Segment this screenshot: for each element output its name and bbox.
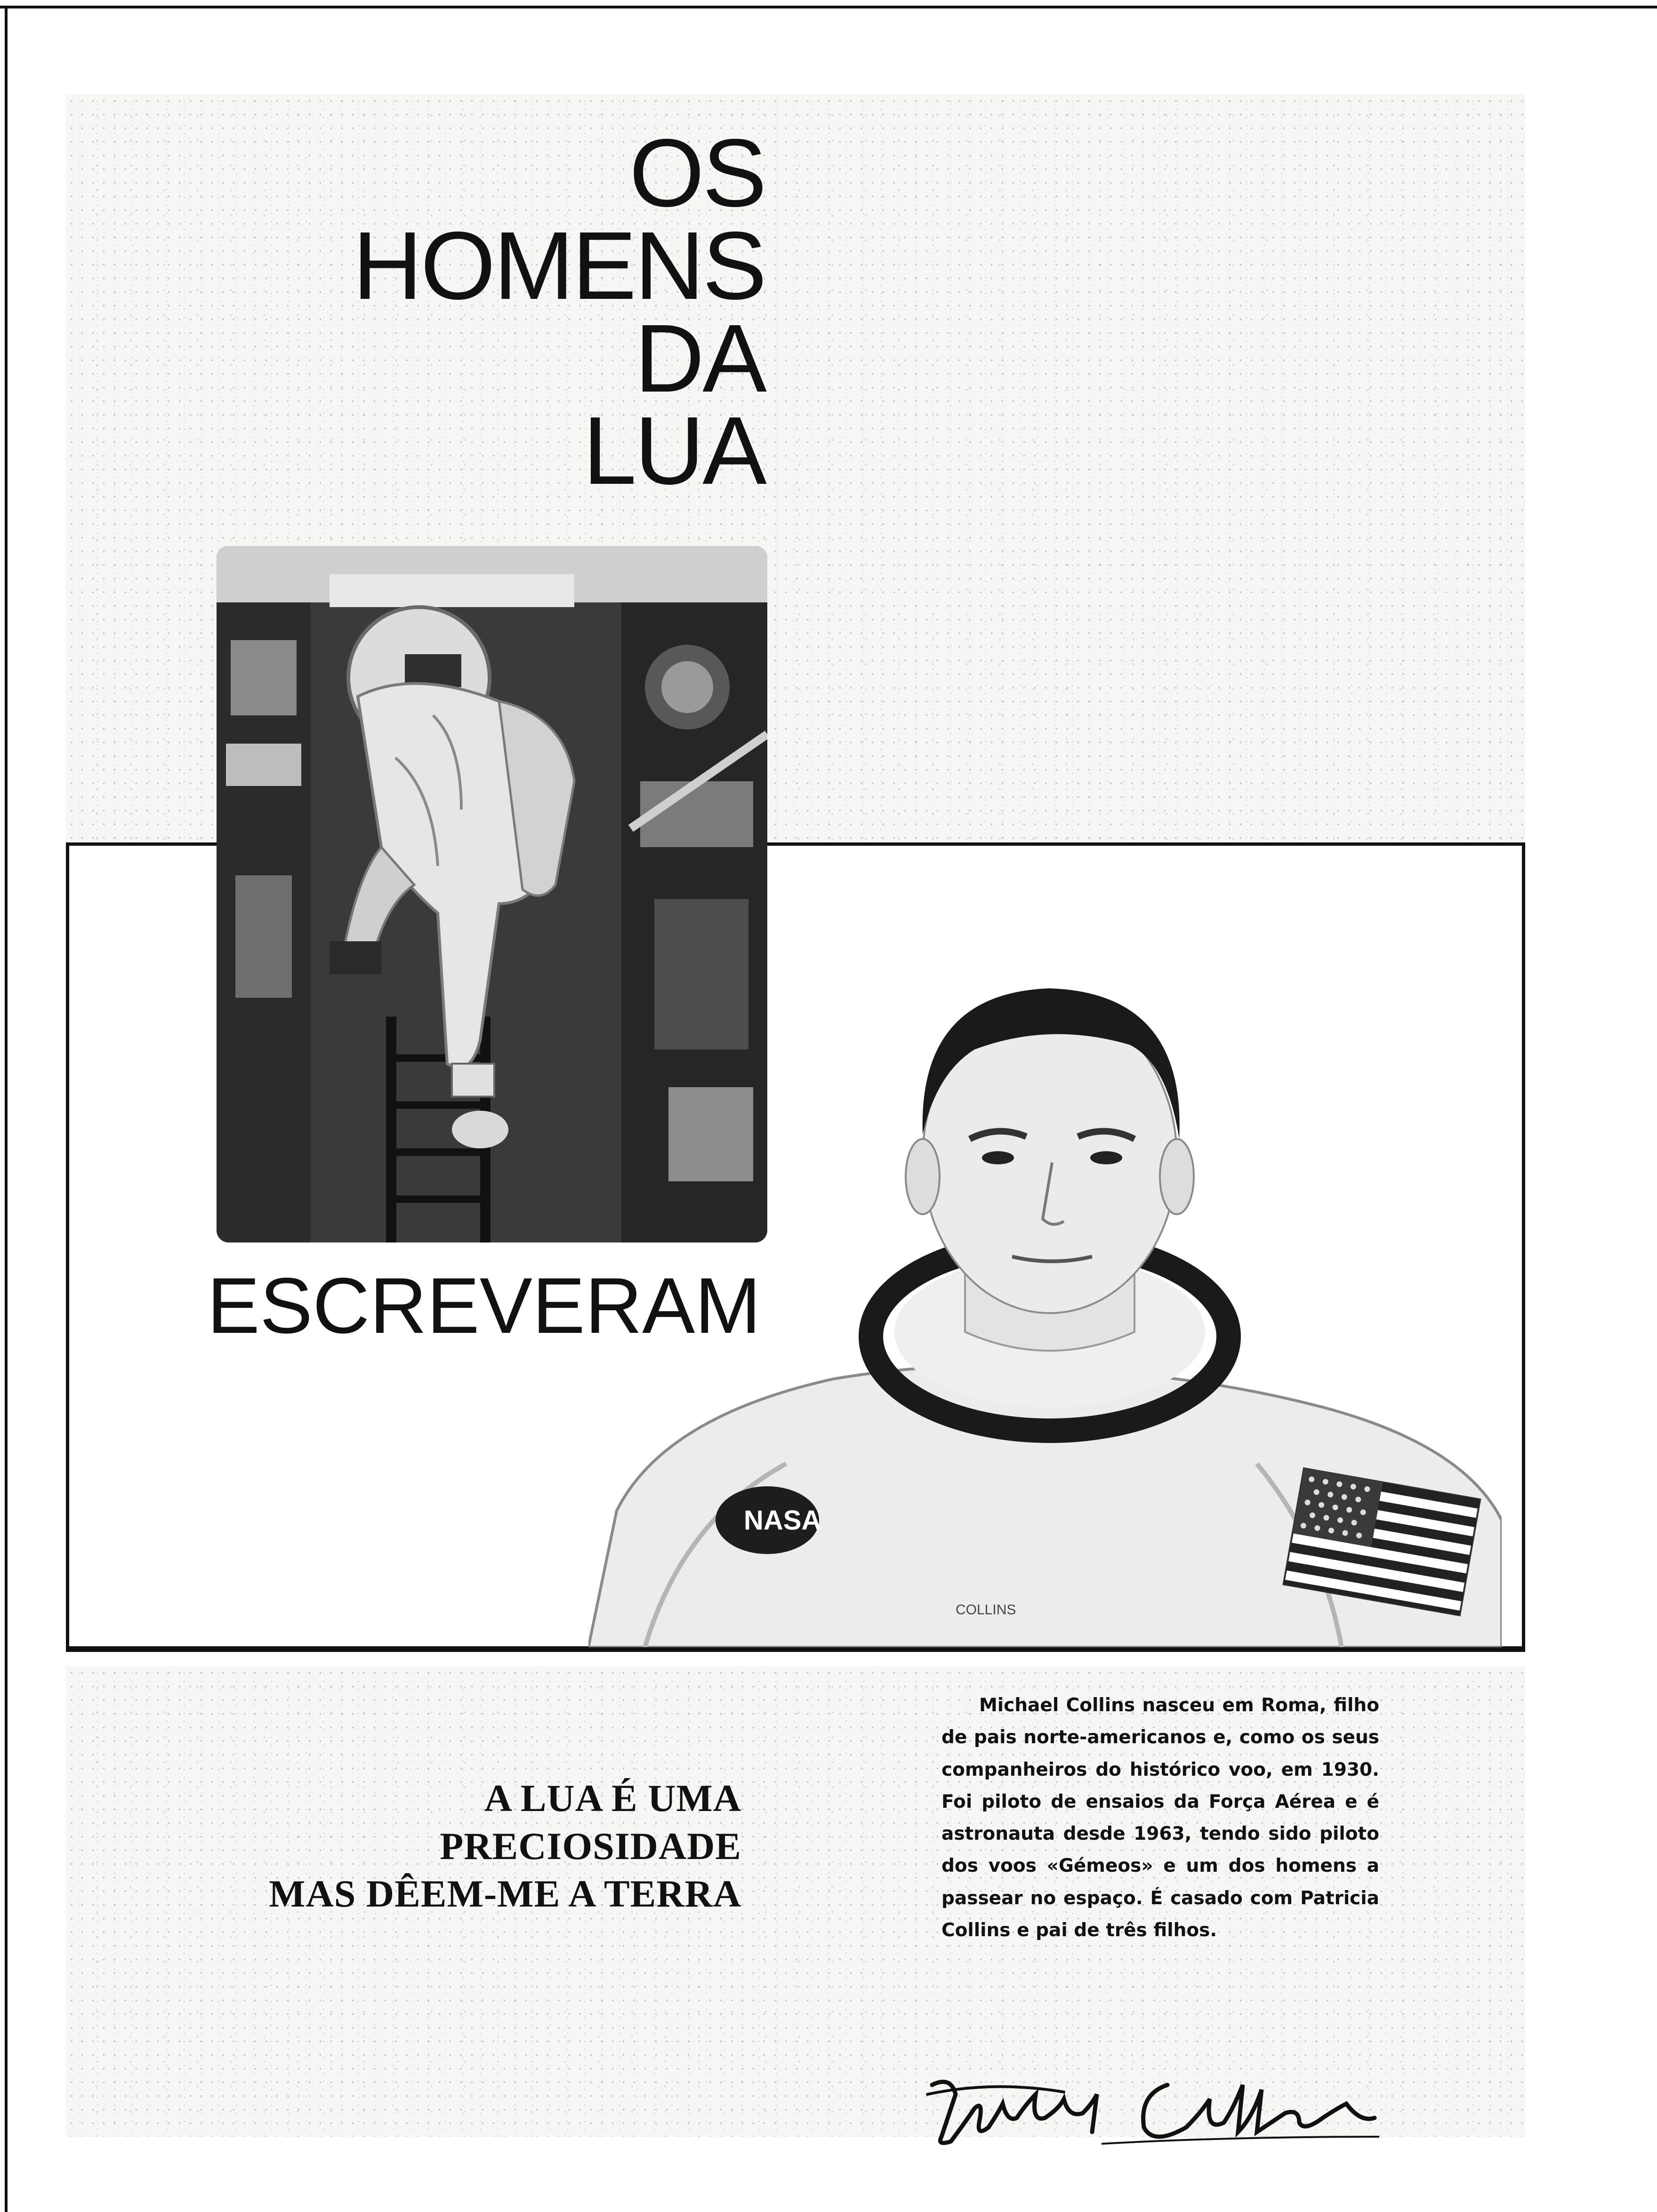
subheadline-line-2: PRECIOSIDADE <box>440 1824 741 1867</box>
handwritten-signature-icon <box>923 2066 1384 2151</box>
headline-line-2: HOMENS <box>353 211 765 320</box>
scan-border-left <box>5 6 8 2212</box>
astronaut-in-spacecraft-photo <box>217 546 767 1242</box>
headline-line-4: LUA <box>583 397 765 505</box>
subheadline-line-3: MAS DÊEM-ME A TERRA <box>269 1872 741 1915</box>
biography-text <box>941 1690 1379 1947</box>
subheadline <box>129 1774 741 1918</box>
name-tag-text: COLLINS <box>956 1602 1016 1618</box>
scan-border-top <box>0 6 1657 8</box>
subheadline-line-1: A LUA É UMA <box>484 1777 741 1819</box>
nasa-badge-text: NASA <box>744 1505 821 1536</box>
biography-paragraph: Michael Collins nasceu em Roma, filho de pais norte-americanos e, como os seus companheiros do histórico voo, em 1930. Foi piloto de ensaios da Força Aérea e é astronauta desde 1963, tendo sido piloto dos voos «Gémeos» e um dos homens a passear no espaço. É casado com Patricia Collins e pai de três filhos. <box>941 1695 1379 1941</box>
headline <box>294 119 765 505</box>
headline-line-3: DA <box>635 304 765 412</box>
headline-line-1: OS <box>629 119 765 227</box>
frame-word: ESCREVERAM <box>207 1261 761 1350</box>
signature <box>923 2066 1384 2151</box>
